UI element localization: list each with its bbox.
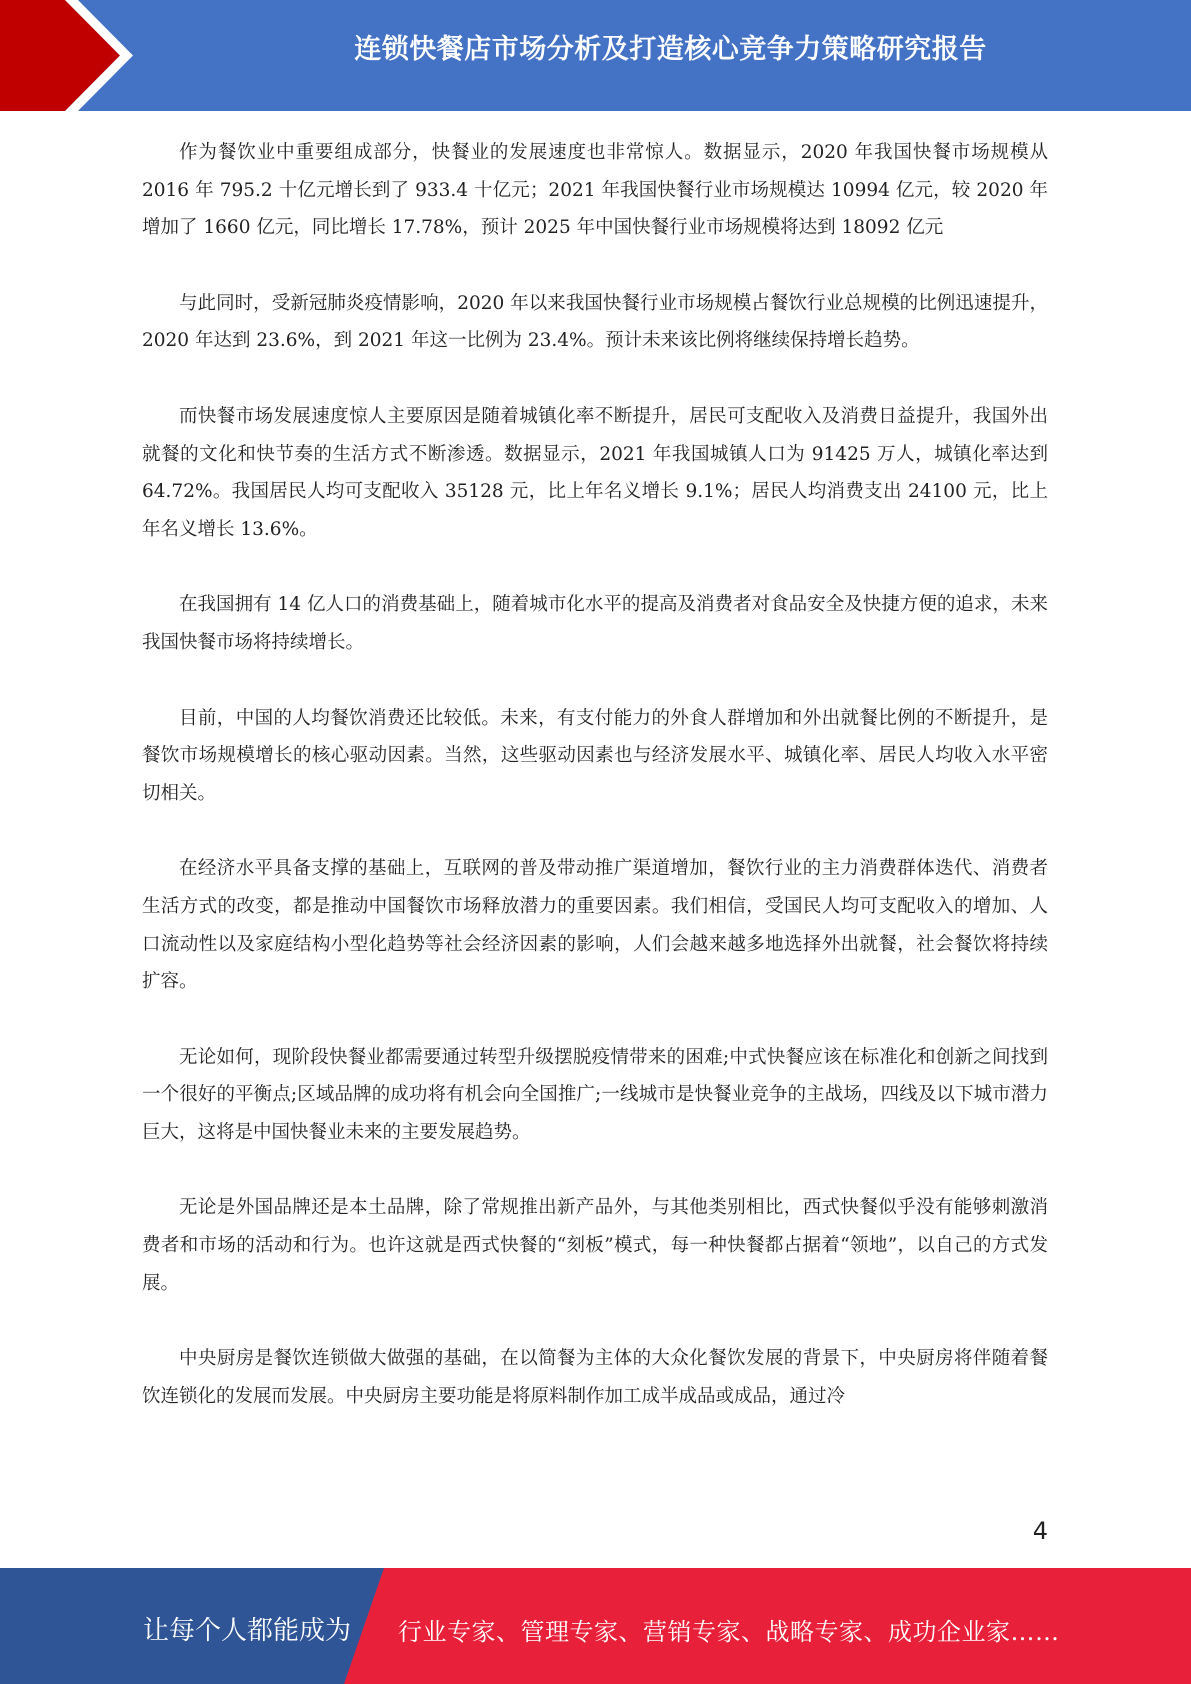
paragraph: 在我国拥有 14 亿人口的消费基础上，随着城市化水平的提高及消费者对食品安全及快捷方便的追求，未来我国快餐市场将持续增长。	[142, 594, 1048, 653]
paragraph: 无论是外国品牌还是本土品牌，除了常规推出新产品外，与其他类别相比，西式快餐似乎没有能够刺激消费者和市场的活动和行为。也许这就是西式快餐的“刻板”模式，每一种快餐都占据着“领地”，以自己的方式发展。	[142, 1197, 1048, 1294]
page-header	[0, 0, 1191, 111]
paragraph: 作为餐饮业中重要组成部分，快餐业的发展速度也非常惊人。数据显示，2020 年我国快餐市场规模从 2016 年 795.2 十亿元增长到了 933.4 十亿元；2021 年我国快餐行业市场规模达 10994 亿元，较 2020 年增加了 1660 亿元，同比增长 17.78%，预计 2025 年中国快餐行业市场规模将达到 18092 亿元	[142, 142, 1048, 239]
footer-slogan-left: 让每个人都能成为	[143, 1616, 352, 1646]
paragraph: 无论如何，现阶段快餐业都需要通过转型升级摆脱疫情带来的困难;中式快餐应该在标准化和创新之间找到一个很好的平衡点;区域品牌的成功将有机会向全国推广;一线城市是快餐业竞争的主战场，四线及以下城市潜力巨大，这将是中国快餐业未来的主要发展趋势。	[142, 1046, 1048, 1143]
paragraph: 目前，中国的人均餐饮消费还比较低。未来，有支付能力的外食人群增加和外出就餐比例的不断提升，是餐饮市场规模增长的核心驱动因素。当然，这些驱动因素也与经济发展水平、城镇化率、居民人均收入水平密切相关。	[142, 707, 1048, 804]
paragraph: 而快餐市场发展速度惊人主要原因是随着城镇化率不断提升，居民可支配收入及消费日益提升，我国外出就餐的文化和快节奏的生活方式不断渗透。数据显示，2021 年我国城镇人口为 91425 万人，城镇化率达到 64.72%。我国居民人均可支配收入 35128 元，比上年名义增长 9.1%；居民人均消费支出 24100 元，比上年名义增长 13.6%。	[142, 405, 1048, 540]
paragraph: 与此同时，受新冠肺炎疫情影响，2020 年以来我国快餐行业市场规模占餐饮行业总规模的比例迅速提升，2020 年达到 23.6%，到 2021 年这一比例为 23.4%。预计未来该比例将继续保持增长趋势。	[142, 292, 1048, 352]
document-body	[142, 134, 1048, 1453]
page-number: 4	[1032, 1517, 1048, 1545]
footer-slogan-right: 行业专家、管理专家、营销专家、战略专家、成功企业家……	[398, 1618, 1060, 1646]
header-arrow-decoration	[0, 0, 150, 111]
report-title: 连锁快餐店市场分析及打造核心竞争力策略研究报告	[354, 34, 987, 65]
page-footer	[0, 1568, 1191, 1684]
paragraph: 中央厨房是餐饮连锁做大做强的基础，在以简餐为主体的大众化餐饮发展的背景下，中央厨房将伴随着餐饮连锁化的发展而发展。中央厨房主要功能是将原料制作加工成半成品或成品，通过冷	[142, 1348, 1048, 1407]
paragraph: 在经济水平具备支撑的基础上，互联网的普及带动推广渠道增加，餐饮行业的主力消费群体迭代、消费者生活方式的改变，都是推动中国餐饮市场释放潜力的重要因素。我们相信，受国民人均可支配收入的增加、人口流动性以及家庭结构小型化趋势等社会经济因素的影响，人们会越来越多地选择外出就餐，社会餐饮将持续扩容。	[142, 858, 1048, 993]
